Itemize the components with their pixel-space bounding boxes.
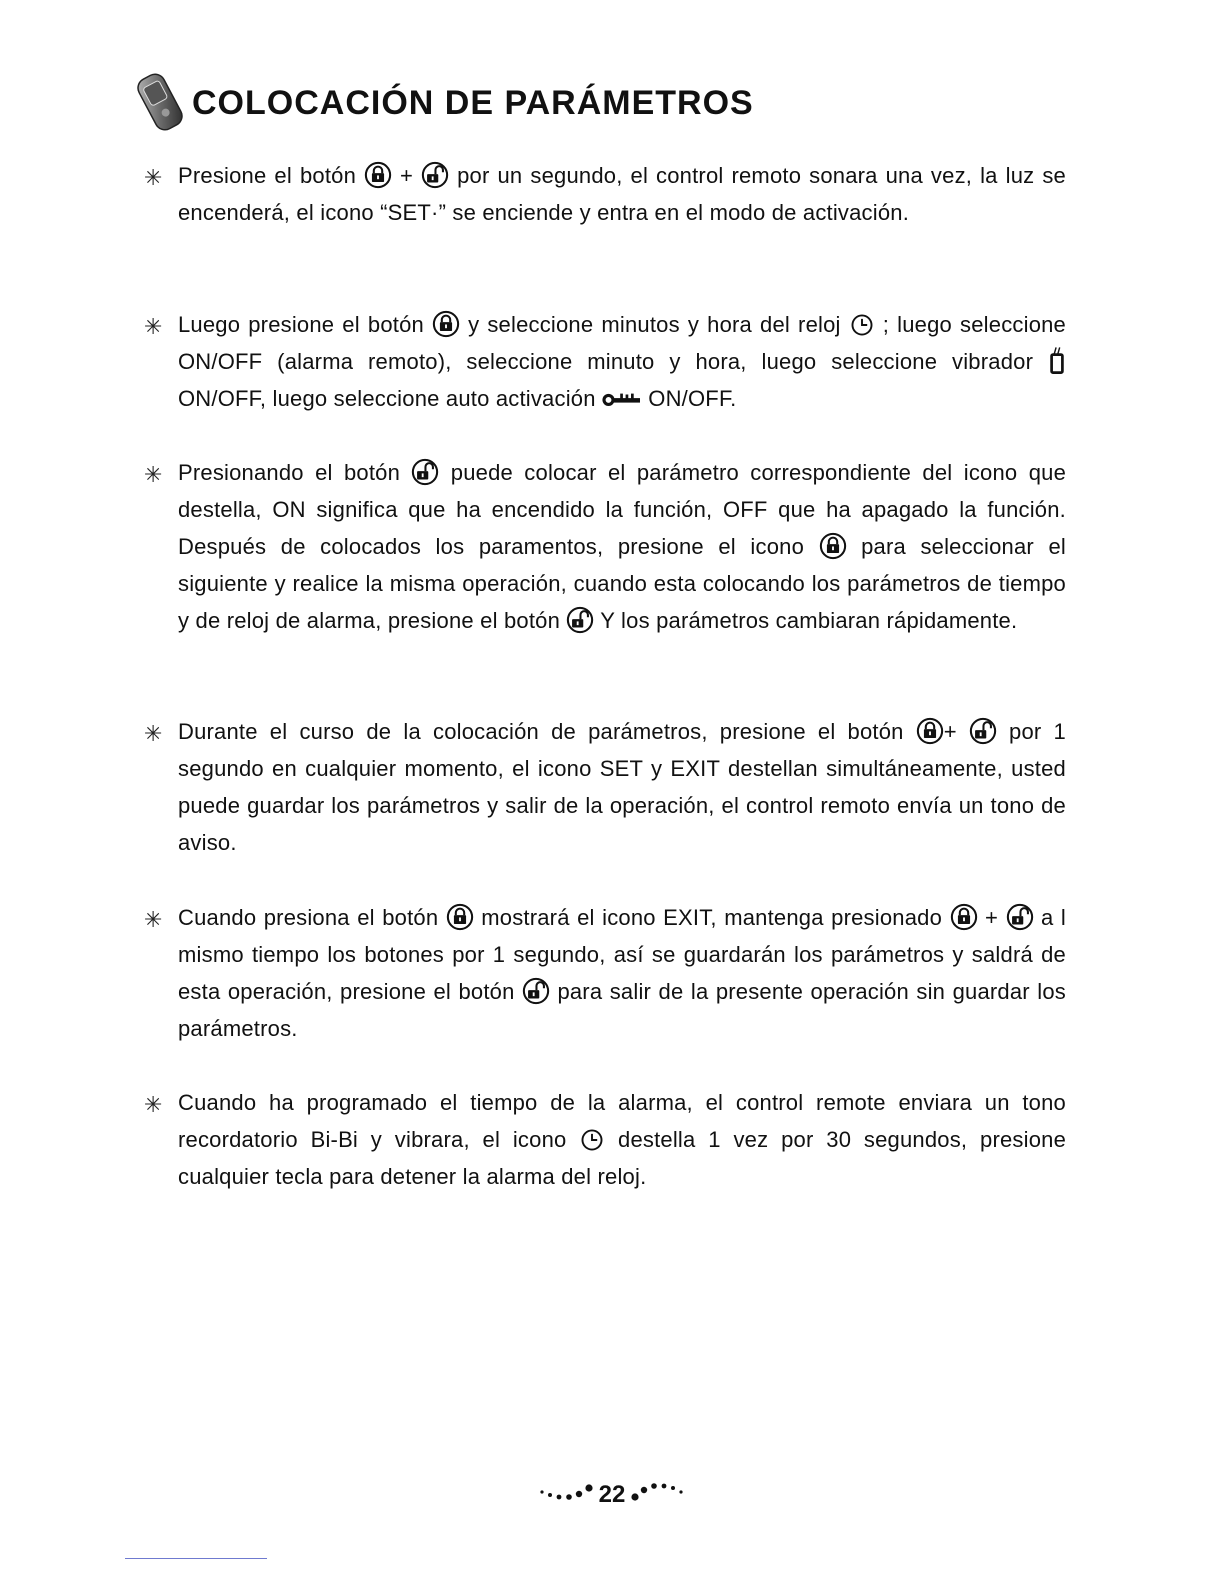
unlock-button-icon [522,977,550,1005]
instruction-text [178,454,1066,639]
text-span: y seleccione minutos y hora del reloj [460,312,849,337]
remote-control-icon [132,70,188,134]
instruction-3 [144,454,1066,639]
page-footer [0,1480,1224,1509]
text-span: mostrará el icono EXIT, mantenga presionado [473,905,950,930]
text-span: puede colocar el parámetro correspondiente del icono que destella, ON significa que ha encendido la función, OFF que ha apagado la función. Después de colocados los paramentos, presione el icono [178,460,1067,559]
text-span: ON/OFF, luego seleccione auto activación [178,386,602,411]
text-span: + [392,163,422,188]
text-span: ON/OFF. [641,386,737,411]
bullet-icon: ✳ [144,462,163,487]
text-span: + [977,905,1006,930]
text-span: ; luego seleccione ON/OFF (alarma remoto), seleccione minuto y hora, luego seleccione vibrador [178,312,1066,374]
decorative-dots-left-icon [539,1480,595,1502]
clock-icon [579,1127,605,1153]
decorative-dots-right-icon [629,1480,685,1502]
page-title: COLOCACIÓN DE PARÁMETROS [192,83,754,122]
unlock-button-icon [1006,903,1034,931]
unlock-button-icon [566,606,594,634]
bullet-icon: ✳ [144,721,163,746]
text-span: Cuando presiona el botón [178,905,446,930]
bullet-icon: ✳ [144,165,163,190]
text-span: + [943,719,969,744]
key-icon [602,390,642,408]
page-number: 22 [598,1481,626,1508]
text-span: a l mismo tiempo los botones por 1 segundo, así se guardarán los parámetros y saldrá de esta operación, presione el botón [178,905,1066,1004]
lock-button-icon [446,903,474,931]
bottom-divider [125,1558,267,1559]
text-span: por 1 segundo en cualquier momento, el icono SET y EXIT destellan simultáneamente, usted puede guardar los parámetros y salir de la operación, el control remoto envía un tono de aviso. [178,719,1066,855]
text-span: para salir de la presente operación sin guardar los parámetros. [178,979,1066,1041]
instruction-text [178,1084,1066,1195]
bullet-icon: ✳ [144,907,163,932]
lock-button-icon [819,532,847,560]
instruction-text [178,157,1066,231]
instruction-1 [144,157,1066,231]
bullet-icon: ✳ [144,314,163,339]
instruction-text [178,306,1066,417]
text-span: Durante el curso de la colocación de parámetros, presione el botón [178,719,916,744]
instruction-2 [144,306,1066,417]
instruction-4 [144,713,1066,861]
lock-button-icon [916,717,944,745]
lock-button-icon [364,161,392,189]
text-span: Luego presione el botón [178,312,433,337]
vibrator-icon [1048,345,1066,375]
text-span: Cuando ha programado el tiempo de la alarma, el control remote enviara un tono recordatorio Bi-Bi y vibrara, el icono [178,1090,1066,1152]
instruction-text [178,713,1066,861]
text-span: para seleccionar el siguiente y realice la misma operación, cuando esta colocando los parámetros de tiempo y de reloj de alarma, presione el botón [178,534,1066,633]
text-span: Presione el botón [178,163,365,188]
bullet-icon: ✳ [144,1092,163,1117]
lock-button-icon [432,310,460,338]
page-header [132,70,754,134]
text-span: por un segundo, el control remoto sonara una vez, la luz se encenderá, el icono “SET·” se enciende y entra en el modo de activación. [178,163,1066,225]
unlock-button-icon [411,458,439,486]
lock-button-icon [950,903,978,931]
text-span: Y los parámetros cambiaran rápidamente. [594,608,1018,633]
instruction-6 [144,1084,1066,1195]
instruction-5 [144,899,1066,1047]
text-span: Presionando el botón [178,460,412,485]
clock-icon [849,312,875,338]
unlock-button-icon [969,717,997,745]
instruction-text [178,899,1066,1047]
unlock-button-icon [421,161,449,189]
text-span: destella 1 vez por 30 segundos, presione cualquier tecla para detener la alarma del reloj. [178,1127,1067,1189]
